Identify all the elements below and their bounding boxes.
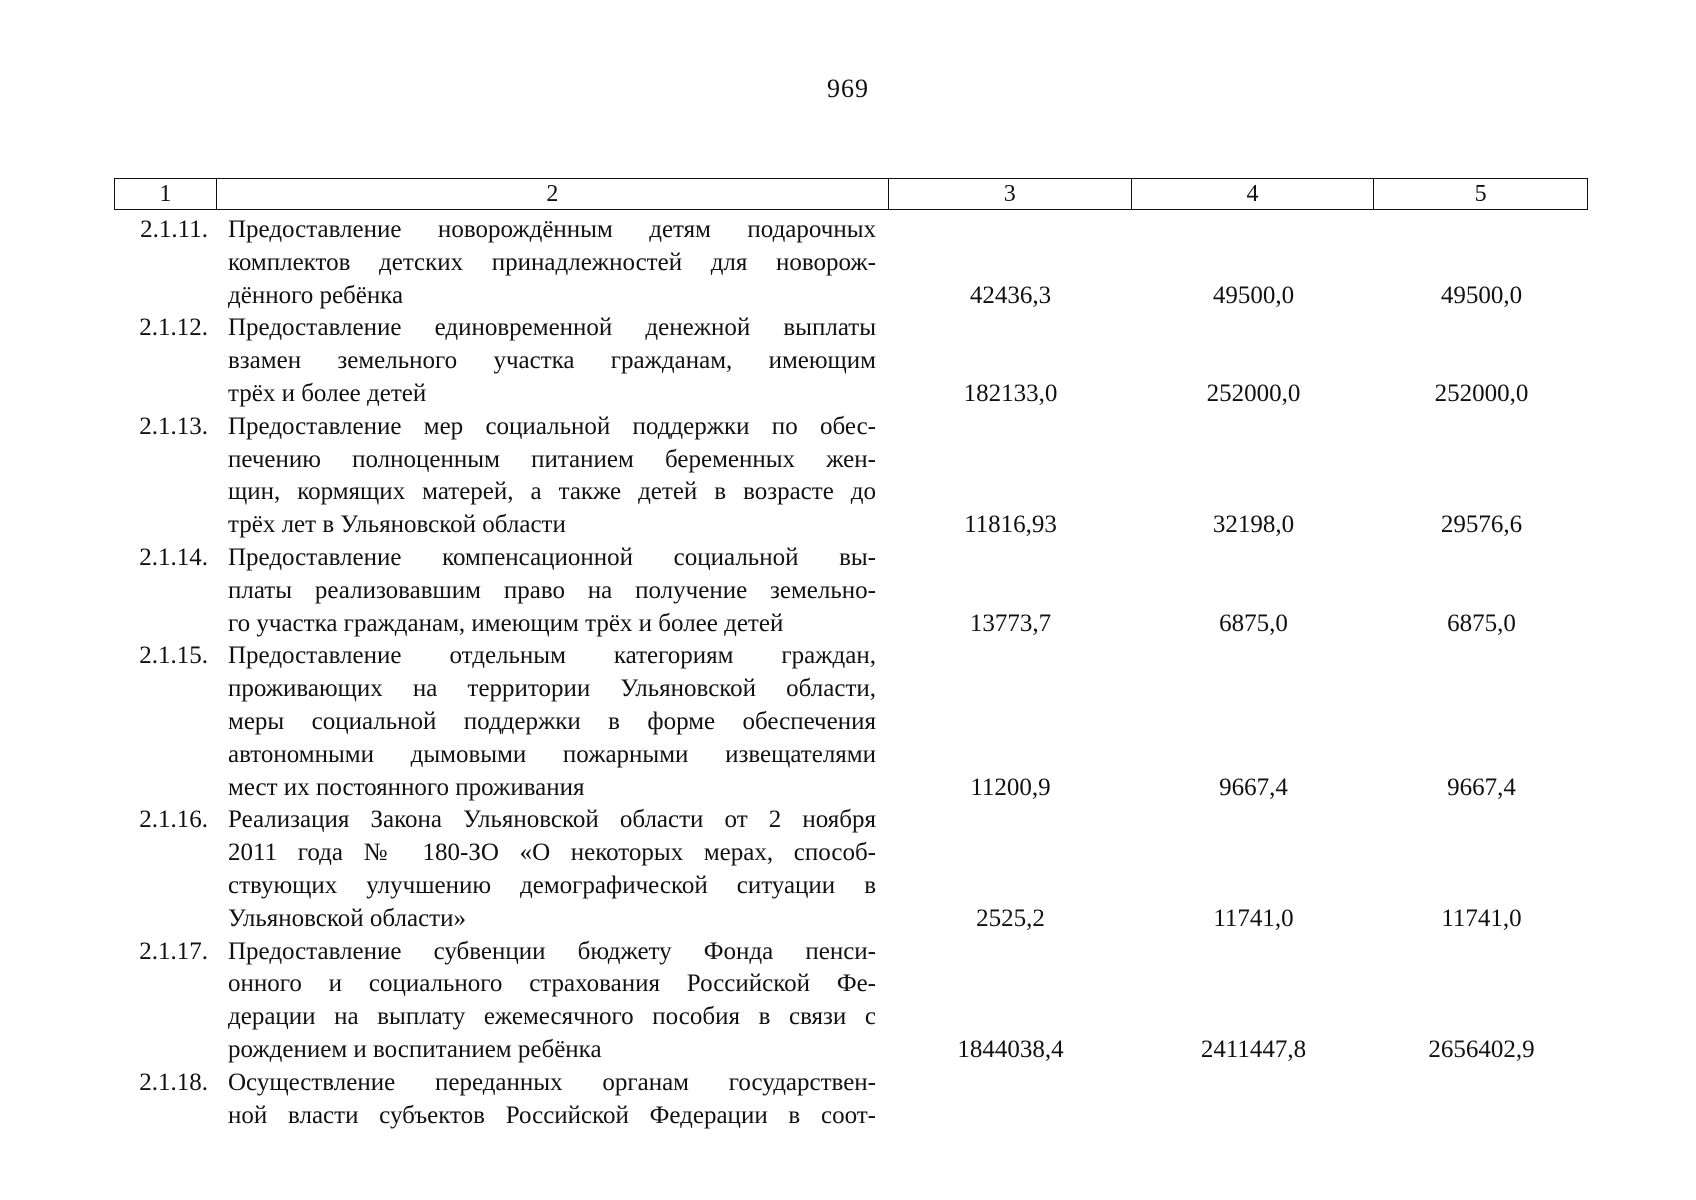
value-column-3: 1844038,4 [957,1035,1064,1063]
row-description [228,312,876,410]
table-row [114,542,1588,640]
description-line: щин, кормящих матерей, а также детей в возрасте до [228,478,876,506]
value-column-3: 11200,9 [970,773,1051,801]
row-number: 2.1.15. [139,642,208,670]
value-column-4: 9667,4 [1219,773,1288,801]
column-header-2: 2 [217,179,889,209]
description-line: дённого ребёнка [228,281,404,309]
value-column-4: 49500,0 [1212,281,1295,309]
row-number: 2.1.13. [139,412,208,440]
page-number: 969 [827,74,869,103]
table-row [114,312,1588,410]
description-line: Осуществление переданных органам государствен- [228,1068,876,1096]
description-line: Предоставление компенсационной социальной вы- [228,543,876,571]
description-line: мест их постоянного проживания [228,773,585,801]
description-line: Предоставление субвенции бюджету Фонда пенси- [228,937,876,965]
row-description [228,411,876,542]
column-header-3: 3 [889,179,1132,209]
row-number: 2.1.14. [139,543,208,571]
row-description [228,640,876,804]
value-column-3: 11816,93 [964,511,1057,539]
description-line: печению полноценным питанием беременных жен- [228,445,876,473]
table-row [114,640,1588,804]
table-row [114,1067,1588,1133]
description-line: автономными дымовыми пожарными извещателями [228,740,876,768]
row-number: 2.1.16. [139,806,208,834]
description-line: меры социальной поддержки в форме обеспечения [228,707,876,735]
value-column-5: 49500,0 [1440,281,1523,309]
table-body [114,214,1588,1132]
value-column-5: 11741,0 [1441,904,1522,932]
row-description [228,1067,876,1133]
description-line: Реализация Закона Ульяновской области от 2 ноября [228,806,876,834]
table-row [114,214,1588,312]
table-row [114,804,1588,935]
value-column-3: 13773,7 [969,609,1052,637]
description-line: ной власти субъектов Российской Федерации в соот- [228,1101,876,1129]
value-column-4: 2411447,8 [1200,1035,1307,1063]
description-line: трёх лет в Ульяновской области [228,511,566,539]
table-row [114,936,1588,1067]
description-line: ствующих улучшению демографической ситуации в [228,871,876,899]
description-line: трёх и более детей [228,379,427,407]
value-column-5: 6875,0 [1447,609,1516,637]
row-description [228,542,876,640]
description-line: рождением и воспитанием ребёнка [228,1035,602,1063]
description-line: Предоставление новорождённым детям подарочных [228,216,876,243]
value-column-4: 11741,0 [1213,904,1294,932]
description-line: взамен земельного участка гражданам, имеющим [228,347,876,375]
description-line: платы реализовавшим право на получение земельно- [228,576,876,604]
value-column-4: 252000,0 [1206,379,1301,407]
value-column-4: 32198,0 [1212,511,1295,539]
column-header-4: 4 [1132,179,1375,209]
column-header-1: 1 [115,179,217,209]
value-column-3: 182133,0 [963,379,1058,407]
value-column-5: 252000,0 [1434,379,1529,407]
row-number: 2.1.17. [139,937,208,965]
row-number: 2.1.12. [139,314,208,342]
value-column-3: 42436,3 [969,281,1052,309]
value-column-3: 2525,2 [976,904,1045,932]
description-line: онного и социального страхования Российской Фе- [228,970,876,998]
row-number: 2.1.11. [140,216,208,243]
description-line: Ульяновской области» [228,904,466,932]
description-line: Предоставление мер социальной поддержки по обес- [228,412,876,440]
description-line: комплектов детских принадлежностей для новорож- [228,248,876,276]
table-header [114,178,1588,210]
description-line: Предоставление отдельным категориям граждан, [228,642,876,670]
row-description [228,804,876,935]
description-line: дерации на выплату ежемесячного пособия в связи с [228,1003,876,1031]
value-column-4: 6875,0 [1219,609,1288,637]
row-description [228,214,876,312]
value-column-5: 2656402,9 [1428,1035,1535,1063]
value-column-5: 29576,6 [1440,511,1523,539]
description-line: го участка гражданам, имеющим трёх и более детей [228,609,784,637]
row-number: 2.1.18. [139,1068,208,1096]
table-row [114,411,1588,542]
column-header-5: 5 [1474,181,1487,207]
description-line: проживающих на территории Ульяновской области, [228,675,876,703]
row-description [228,936,876,1067]
description-line: Предоставление единовременной денежной выплаты [228,314,876,342]
value-column-5: 9667,4 [1447,773,1516,801]
description-line: 2011 года № 180-ЗО «О некоторых мерах, способ- [228,839,876,867]
